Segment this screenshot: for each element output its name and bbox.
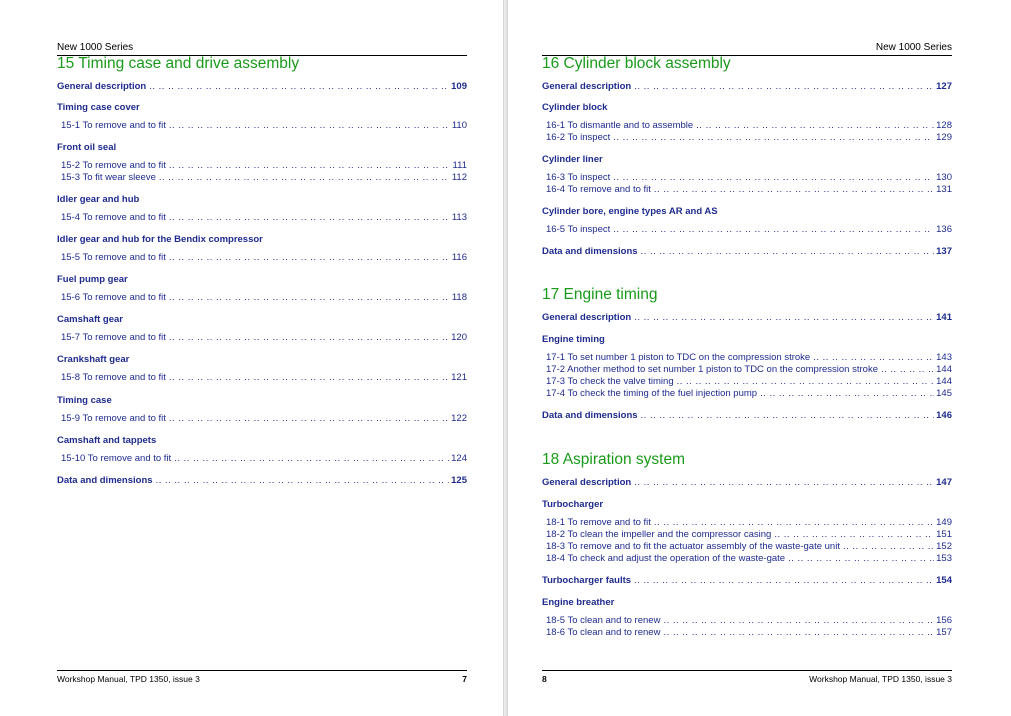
toc-entry[interactable]: 17-1 To set number 1 piston to TDC on the compression stroke .. .. 143	[542, 352, 952, 364]
toc-entry[interactable]: 16-5 To inspect .. .. 136	[542, 224, 952, 236]
section-heading: Fuel pump gear	[57, 274, 128, 285]
page-footer	[542, 670, 952, 684]
section-heading: Front oil seal	[57, 142, 117, 153]
toc-entry[interactable]: 15-8 To remove and to fit .. .. 121	[57, 372, 467, 384]
section-heading: Timing case cover	[57, 102, 140, 113]
chapter-16	[542, 55, 952, 258]
toc-entry[interactable]: 18-3 To remove and to fit the actuator assembly of the waste-gate unit .. .. 152	[542, 541, 952, 553]
toc-entry[interactable]: 18-1 To remove and to fit .. .. 149	[542, 517, 952, 529]
page-footer	[57, 670, 467, 684]
toc-entry[interactable]: 18-5 To clean and to renew .. .. 156	[542, 615, 952, 627]
toc-entry-general[interactable]: General description .. .. 147	[542, 477, 952, 489]
footer-text: Workshop Manual, TPD 1350, issue 3	[57, 674, 200, 684]
toc-entry-general[interactable]	[57, 81, 467, 93]
toc-entry[interactable]: 18-6 To clean and to renew .. .. 157	[542, 627, 952, 639]
right-page	[508, 0, 1011, 716]
chapter-title: 16 Cylinder block assembly	[542, 55, 731, 72]
toc-entry[interactable]: 16-2 To inspect .. .. 129	[542, 132, 952, 144]
toc-entry[interactable]: 15-2 To remove and to fit .. .. 111	[57, 160, 467, 172]
page-number: 7	[462, 674, 467, 684]
toc-entry-general[interactable]: General description .. .. 127	[542, 81, 952, 93]
toc-entry[interactable]: 15-4 To remove and to fit .. .. 113	[57, 212, 467, 224]
page-number: 8	[542, 674, 547, 684]
toc-entry[interactable]: 15-5 To remove and to fit .. .. 116	[57, 252, 467, 264]
series-header: New 1000 Series	[57, 42, 467, 56]
toc-entry[interactable]: 15-6 To remove and to fit .. .. 118	[57, 292, 467, 304]
footer-text: Workshop Manual, TPD 1350, issue 3	[809, 674, 952, 684]
section-heading: Idler gear and hub	[57, 194, 140, 205]
chapter-title: 15 Timing case and drive assembly	[57, 55, 300, 72]
section-heading: Crankshaft gear	[57, 354, 130, 365]
section-heading: Camshaft gear	[57, 314, 123, 325]
toc-entry[interactable]: 17-4 To check the timing of the fuel injection pump .. .. 145	[542, 388, 952, 400]
section-heading: Engine breather	[542, 597, 615, 608]
section-heading: Engine timing	[542, 334, 605, 345]
toc-entry[interactable]: 17-2 Another method to set number 1 piston to TDC on the compression stroke .. .. 144	[542, 364, 952, 376]
toc-entry[interactable]: 18-4 To check and adjust the operation of the waste-gate .. .. 153	[542, 553, 952, 565]
section-heading: Idler gear and hub for the Bendix compressor	[57, 234, 263, 245]
toc-entry[interactable]: 16-1 To dismantle and to assemble .. .. 128	[542, 120, 952, 132]
section-heading: Cylinder liner	[542, 154, 603, 165]
section-heading: Cylinder block	[542, 102, 608, 113]
toc-entry[interactable]: 15-3 To fit wear sleeve .. .. 112	[57, 172, 467, 184]
toc-entry[interactable]: 16-3 To inspect .. .. 130	[542, 172, 952, 184]
section-heading: Timing case	[57, 395, 112, 406]
series-header: New 1000 Series	[542, 42, 952, 56]
chapter-15	[57, 55, 467, 487]
chapter-title: 17 Engine timing	[542, 286, 658, 303]
section-heading: Turbocharger	[542, 499, 604, 510]
section-heading: Cylinder bore, engine types AR and AS	[542, 206, 718, 217]
toc-entry-data[interactable]: Data and dimensions .. .. 125	[57, 475, 467, 487]
chapter-17	[542, 286, 952, 422]
left-page	[0, 0, 503, 716]
toc-entry[interactable]: 15-9 To remove and to fit .. .. 122	[57, 413, 467, 425]
toc-entry[interactable]: 18-2 To clean the impeller and the compressor casing .. .. 151	[542, 529, 952, 541]
chapter-title: 18 Aspiration system	[542, 451, 686, 468]
toc-entry[interactable]: 16-4 To remove and to fit .. .. 131	[542, 184, 952, 196]
toc-entry-data[interactable]: Data and dimensions .. .. 146	[542, 410, 952, 422]
toc-entry[interactable]: 15-7 To remove and to fit .. .. 120	[57, 332, 467, 344]
section-heading: Camshaft and tappets	[57, 435, 157, 446]
toc-entry-general[interactable]: General description .. .. 141	[542, 312, 952, 324]
toc-entry-data[interactable]: Data and dimensions .. .. 137	[542, 246, 952, 258]
toc-entry[interactable]: 17-3 To check the valve timing .. .. 144	[542, 376, 952, 388]
toc-entry-turbo-faults[interactable]: Turbocharger faults .. .. 154	[542, 575, 952, 587]
chapter-18	[542, 451, 952, 639]
toc-label: General description	[57, 81, 147, 92]
toc-entry[interactable]: 15-1 To remove and to fit .. .. 110	[57, 120, 467, 132]
toc-entry[interactable]: 15-10 To remove and to fit .. .. 124	[57, 453, 467, 465]
toc-page: 109	[451, 81, 467, 92]
